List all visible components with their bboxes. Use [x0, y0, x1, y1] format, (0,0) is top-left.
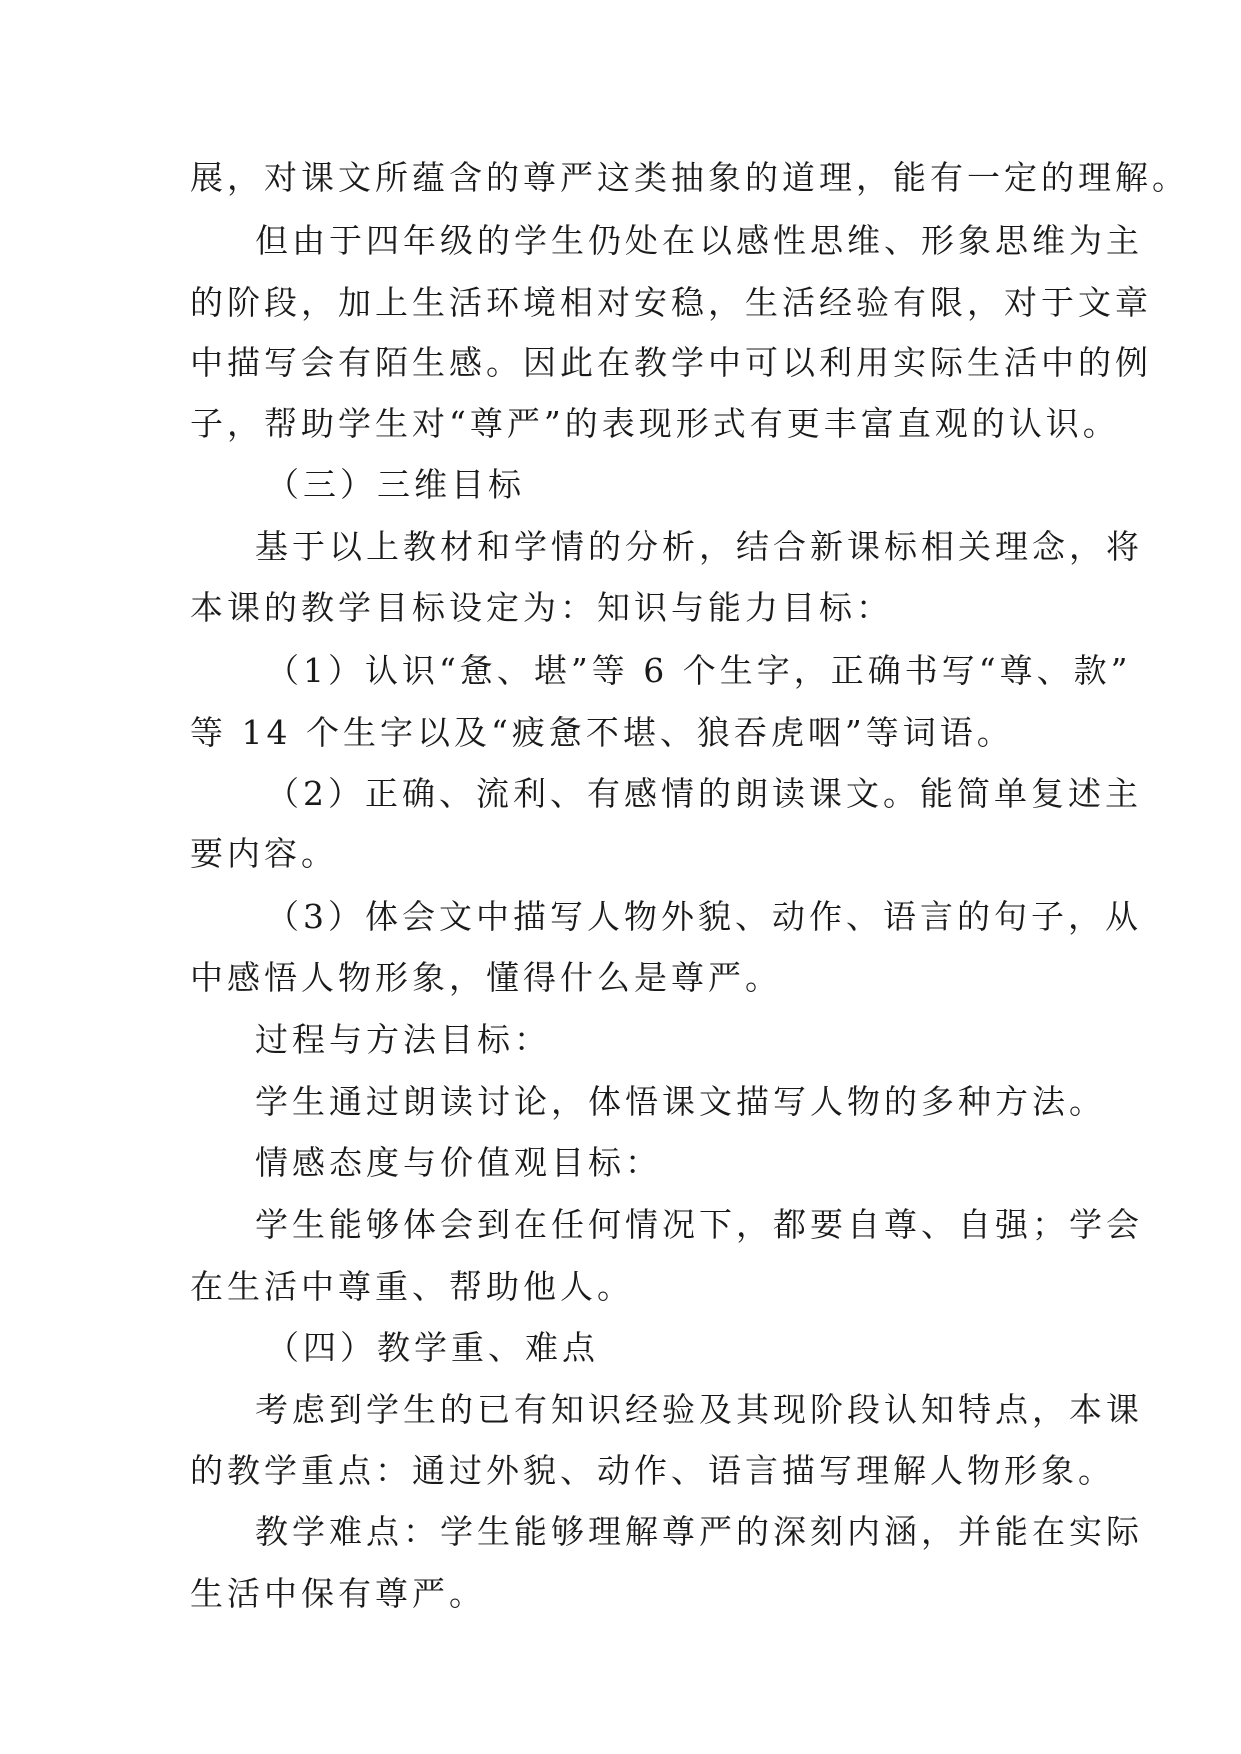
- list-item-line: 等 14 个生字以及“疲惫不堪、狼吞虎咽”等词语。: [190, 713, 1014, 752]
- paragraph-line: 子，帮助学生对“尊严”的表现形式有更丰富直观的认识。: [190, 404, 1120, 443]
- subheading-line: 情感态度与价值观目标：: [255, 1143, 662, 1182]
- list-item-line: （1）认识“惫、堪”等 6 个生字，正确书写“尊、款”: [266, 651, 1132, 690]
- paragraph-line: 但由于四年级的学生仍处在以感性思维、形象思维为主: [255, 221, 1143, 260]
- paragraph-line: 展，对课文所蕴含的尊严这类抽象的道理，能有一定的理解。: [190, 158, 1189, 197]
- list-item-line: （3）体会文中描写人物外貌、动作、语言的句子，从: [266, 897, 1142, 936]
- paragraph-line: 基于以上教材和学情的分析，结合新课标相关理念，将: [255, 527, 1143, 566]
- paragraph-line: 在生活中尊重、帮助他人。: [190, 1267, 634, 1306]
- list-item-line: （2）正确、流利、有感情的朗读课文。能简单复述主: [266, 774, 1142, 813]
- paragraph-line: 考虑到学生的已有知识经验及其现阶段认知特点，本课: [255, 1390, 1143, 1429]
- section-heading: （三）三维目标: [266, 465, 525, 504]
- paragraph-line: 的阶段，加上生活环境相对安稳，生活经验有限，对于文章: [190, 283, 1152, 322]
- list-item-line: 中感悟人物形象，懂得什么是尊严。: [190, 958, 782, 997]
- paragraph-line: 教学难点：学生能够理解尊严的深刻内涵，并能在实际: [255, 1512, 1143, 1551]
- paragraph-line: 中描写会有陌生感。因此在教学中可以利用实际生活中的例: [190, 343, 1152, 382]
- section-heading: （四）教学重、难点: [266, 1328, 599, 1367]
- paragraph-line: 学生通过朗读讨论，体悟课文描写人物的多种方法。: [255, 1082, 1106, 1121]
- paragraph-line: 学生能够体会到在任何情况下，都要自尊、自强；学会: [255, 1205, 1143, 1244]
- list-item-line: 要内容。: [190, 834, 338, 873]
- paragraph-line: 本课的教学目标设定为：知识与能力目标：: [190, 588, 893, 627]
- paragraph-line: 生活中保有尊严。: [190, 1574, 486, 1613]
- paragraph-line: 的教学重点：通过外貌、动作、语言描写理解人物形象。: [190, 1451, 1115, 1490]
- subheading-line: 过程与方法目标：: [255, 1020, 551, 1059]
